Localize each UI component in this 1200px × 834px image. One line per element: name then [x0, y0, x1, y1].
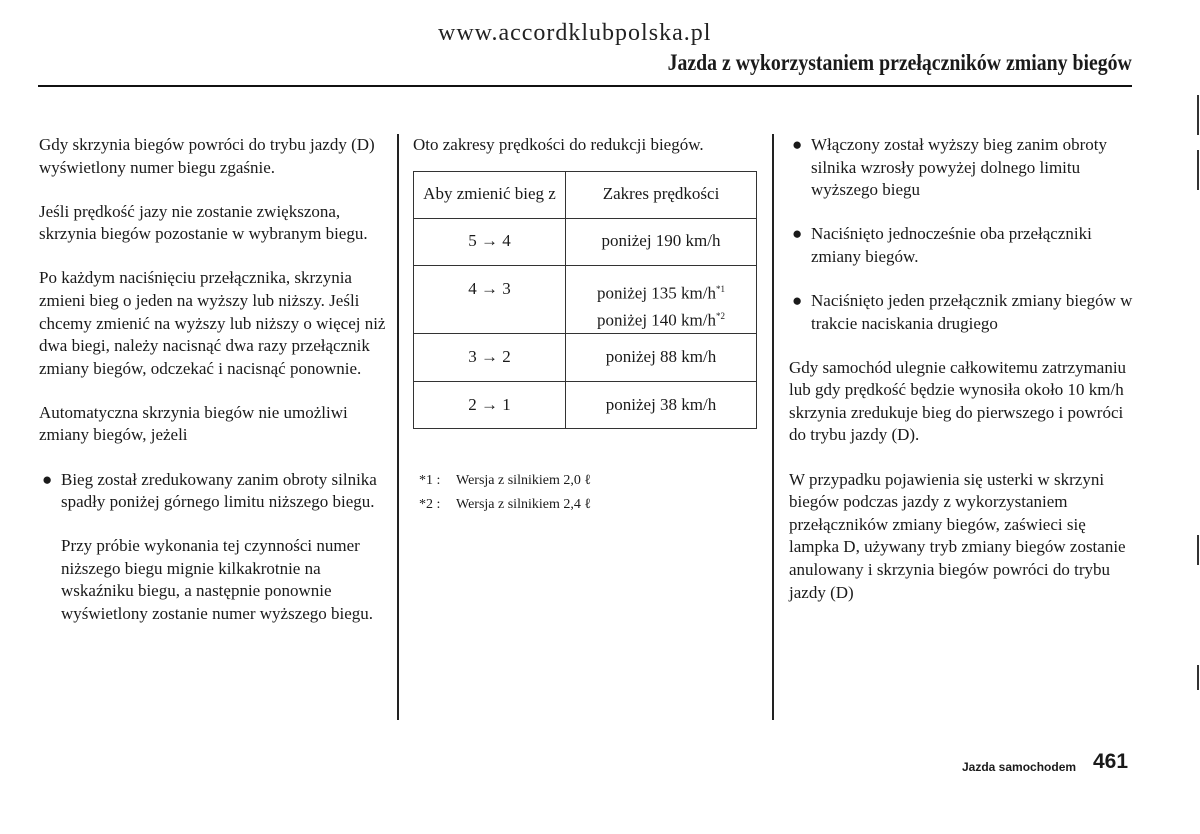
range-cell: poniżej 190 km/h: [566, 218, 757, 265]
paragraph: W przypadku pojawienia się usterki w skrzyni biegów podczas jazdy z wykorzystaniem przełączników zmiany biegów, zaświeci się lampka D, używany tryb zmiany biegów zostanie anulowany i skrzynia biegów powróci do trybu jazdy (D): [789, 469, 1126, 602]
bullet-item: [39, 469, 389, 514]
bullet-text: Bieg został zredukowany zanim obroty silnika spadły poniżej górnego limitu niższego biegu.: [61, 469, 377, 512]
column-divider: [397, 134, 399, 720]
bullet-item: [789, 134, 1139, 202]
gear-cell: 5 → 4: [414, 218, 566, 265]
paragraph: Jeśli prędkość jazy nie zostanie zwiększona, skrzynia biegów pozostanie w wybranym biegu.: [39, 201, 368, 244]
footnote-text: Wersja z silnikiem 2,0 ℓ: [456, 473, 592, 489]
table-header-cell: Zakres prędkości: [566, 171, 757, 218]
table-row: [414, 334, 757, 382]
edge-mark: [1197, 535, 1199, 565]
column-2: [413, 134, 763, 517]
edge-mark: [1197, 150, 1199, 190]
bullet-dot-icon: ●: [792, 224, 803, 244]
table-row: [414, 265, 757, 334]
range-line: poniżej 135 km/h: [597, 283, 716, 303]
bullet-text: Włączony został wyższy bieg zanim obroty silnika wzrosły powyżej dolnego limitu wyższego biegu: [811, 135, 1107, 200]
edge-mark: [1197, 95, 1199, 135]
gear-cell: 4 → 3: [414, 265, 566, 334]
gear-cell: 3 → 2: [414, 334, 566, 382]
table-row: [414, 218, 757, 265]
footnote-mark: *1 :: [419, 473, 441, 489]
range-cell: poniżej 38 km/h: [566, 382, 757, 429]
page-number: 461: [1093, 750, 1129, 773]
bullet-dot-icon: ●: [42, 469, 53, 489]
column-3: [789, 134, 1139, 604]
footnote-ref: *1: [715, 283, 725, 294]
footnote-mark: *2 :: [419, 497, 441, 513]
gear-cell: 2 → 1: [414, 382, 566, 429]
footnotes: [413, 469, 763, 517]
table-row: [414, 382, 757, 429]
range-line: poniżej 140 km/h: [597, 310, 716, 330]
paragraph: Gdy samochód ulegnie całkowitemu zatrzymaniu lub gdy prędkość będzie wynosiła około 10 km/h skrzynia zredukuje bieg do pierwszego i powróci do trybu jazdy (D).: [789, 357, 1127, 445]
edge-mark: [1197, 665, 1199, 690]
paragraph: Gdy skrzynia biegów powróci do trybu jazdy (D) wyświetlony numer biegu zgaśnie.: [39, 135, 375, 177]
table-header-row: [414, 171, 757, 218]
header-rule: [38, 85, 1132, 87]
paragraph: Automatyczna skrzynia biegów nie umożliwi zmiany biegów, jeżeli: [39, 402, 348, 445]
footer-section: Jazda samochodem: [962, 760, 1077, 774]
bullet-dot-icon: ●: [792, 290, 803, 310]
range-cell: poniżej 88 km/h: [566, 334, 757, 382]
footnote: [419, 469, 763, 493]
bullet-item: [789, 223, 1139, 268]
range-cell: [566, 265, 757, 334]
column-divider: [772, 134, 774, 720]
table-intro: Oto zakresy prędkości do redukcji biegów.: [413, 135, 704, 154]
watermark-url: www.accordklubpolska.pl: [438, 20, 712, 46]
footnote: [419, 493, 763, 517]
bullet-item: [789, 290, 1139, 335]
paragraph: Po każdym naciśnięciu przełącznika, skrzynia zmieni bieg o jeden na wyższy lub niższy. Jeśli chcemy zmienić na wyższy lub niższy o więcej niż dwa biegi, należy nacisnąć dwa razy przełącznik zmiany biegów, odczekać i nacisnąć ponownie.: [39, 268, 386, 378]
bullet-text: Naciśnięto jeden przełącznik zmiany biegów w trakcie naciskania drugiego: [811, 290, 1133, 333]
paragraph: Przy próbie wykonania tej czynności numer niższego biegu mignie kilkakrotnie na wskaźniku biegu, a następnie ponownie wyświetlony zostanie numer wyższego biegu.: [61, 536, 374, 623]
column-1: [39, 134, 389, 626]
table-header-cell: Aby zmienić bieg z: [414, 171, 566, 218]
bullet-dot-icon: ●: [792, 135, 803, 154]
bullet-text: Naciśnięto jednocześnie oba przełączniki zmiany biegów.: [811, 224, 1092, 266]
speed-range-table: [413, 171, 757, 430]
footnote-text: Wersja z silnikiem 2,4 ℓ: [456, 497, 592, 513]
page-title: Jazda z wykorzystaniem przełączników zmiany biegów: [667, 50, 1132, 75]
footnote-ref: *2: [715, 310, 725, 321]
